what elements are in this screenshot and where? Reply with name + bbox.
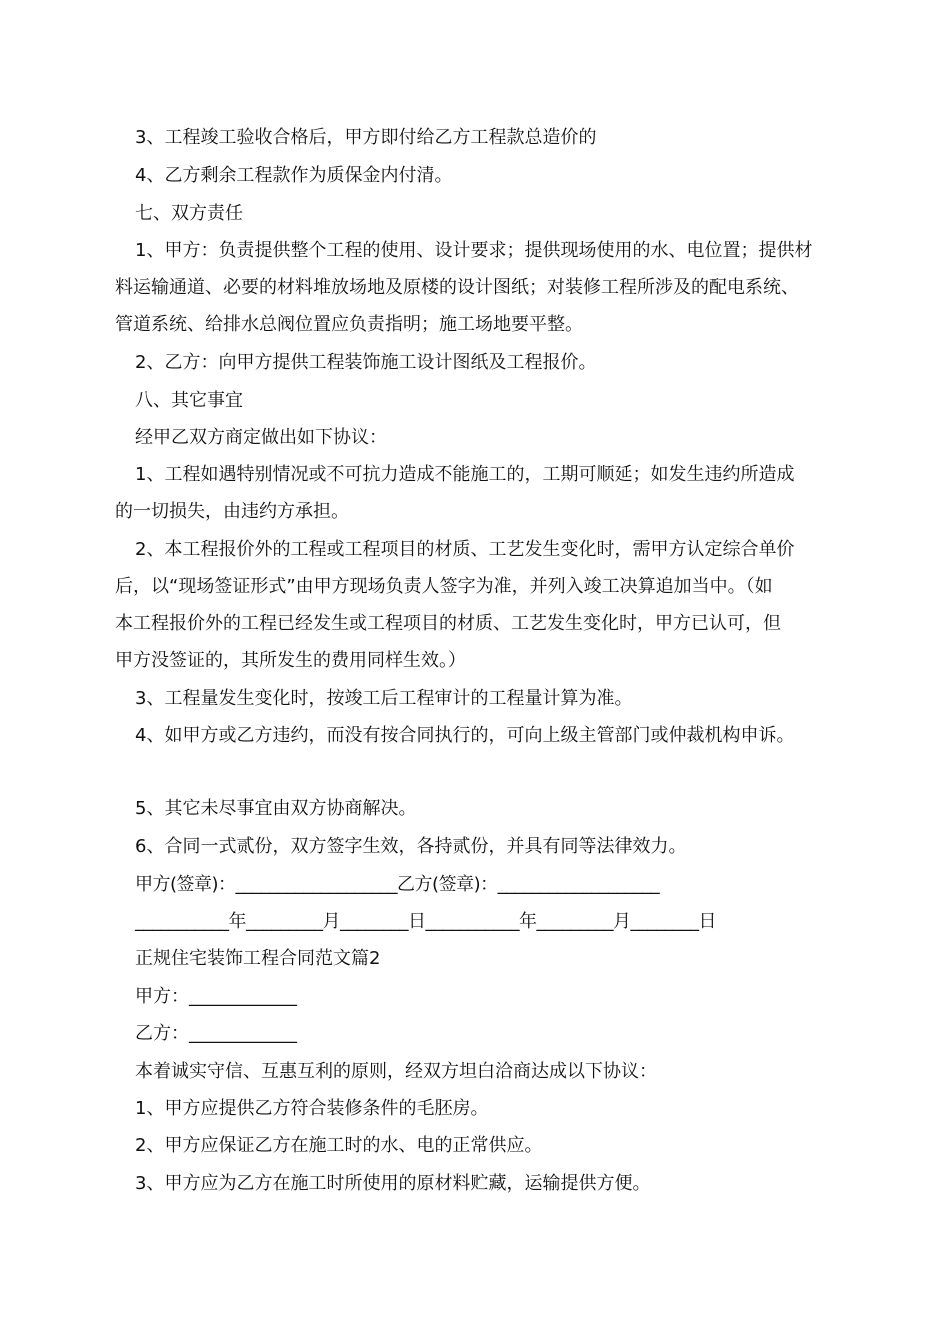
responsibility-party-a-line-3: 管道系统、给排水总阀位置应负责指明；施工场地要平整。 (115, 314, 583, 335)
party-a-field: 甲方：____________ (135, 986, 297, 1007)
other-clause-2-line-1: 2、本工程报价外的工程或工程项目的材质、工艺发生变化时，需甲方认定综合单价 (135, 539, 795, 560)
other-clause-3: 3、工程量发生变化时，按竣工后工程审计的工程量计算为准。 (135, 688, 633, 709)
other-clause-1-line-1: 1、工程如遇特别情况或不可抗力造成不能施工的，工期可顺延；如发生违约所造成 (135, 464, 795, 485)
signature-line: 甲方(签章)：___________________乙方(签章)：___________________ (135, 874, 660, 895)
contract-2-preamble: 本着诚实守信、互惠互利的原则，经双方坦白洽商达成以下协议： (135, 1061, 657, 1082)
contract-2-clause-1: 1、甲方应提供乙方符合装修条件的毛胚房。 (135, 1098, 489, 1119)
responsibility-party-b: 2、乙方：向甲方提供工程装饰施工设计图纸及工程报价。 (135, 352, 597, 373)
clause-3-payment: 3、工程竣工验收合格后，甲方即付给乙方工程款总造价的 (135, 127, 597, 148)
party-b-field: 乙方：____________ (135, 1023, 297, 1044)
other-clause-6: 6、合同一式贰份，双方签字生效，各持贰份，并具有同等法律效力。 (135, 836, 687, 857)
other-clause-5: 5、其它未尽事宜由双方协商解决。 (135, 798, 417, 819)
other-clause-2-line-2: 后，以“现场签证形式”由甲方现场负责人签字为准，并列入竣工决算追加当中。（如 (115, 576, 773, 597)
section-title-contract-2: 正规住宅装饰工程合同范文篇2 (135, 948, 381, 969)
contract-2-clause-2: 2、甲方应保证乙方在施工时的水、电的正常供应。 (135, 1135, 543, 1156)
responsibility-party-a-line-2: 料运输通道、必要的材料堆放场地及原楼的设计图纸；对装修工程所涉及的配电系统、 (115, 277, 799, 298)
agreement-intro: 经甲乙双方商定做出如下协议： (135, 427, 387, 448)
section-heading-responsibilities: 七、双方责任 (135, 203, 243, 224)
other-clause-2-line-3: 本工程报价外的工程已经发生或工程项目的材质、工艺发生变化时，甲方已认可，但 (115, 613, 781, 634)
contract-2-clause-3: 3、甲方应为乙方在施工时所使用的原材料贮藏，运输提供方便。 (135, 1173, 651, 1194)
other-clause-4: 4、如甲方或乙方违约，而没有按合同执行的，可向上级主管部门或仲裁机构申诉。 (135, 725, 795, 746)
other-clause-2-line-4: 甲方没签证的，其所发生的费用同样生效。） (115, 650, 466, 671)
other-clause-1-line-2: 的一切损失，由违约方承担。 (115, 501, 349, 522)
date-line: ___________年_________月________日___________年_________月________日 (135, 911, 716, 932)
clause-4-retention: 4、乙方剩余工程款作为质保金内付清。 (135, 165, 453, 186)
responsibility-party-a-line-1: 1、甲方：负责提供整个工程的使用、设计要求；提供现场使用的水、电位置；提供材 (135, 240, 813, 261)
section-heading-other-matters: 八、其它事宜 (135, 390, 243, 411)
